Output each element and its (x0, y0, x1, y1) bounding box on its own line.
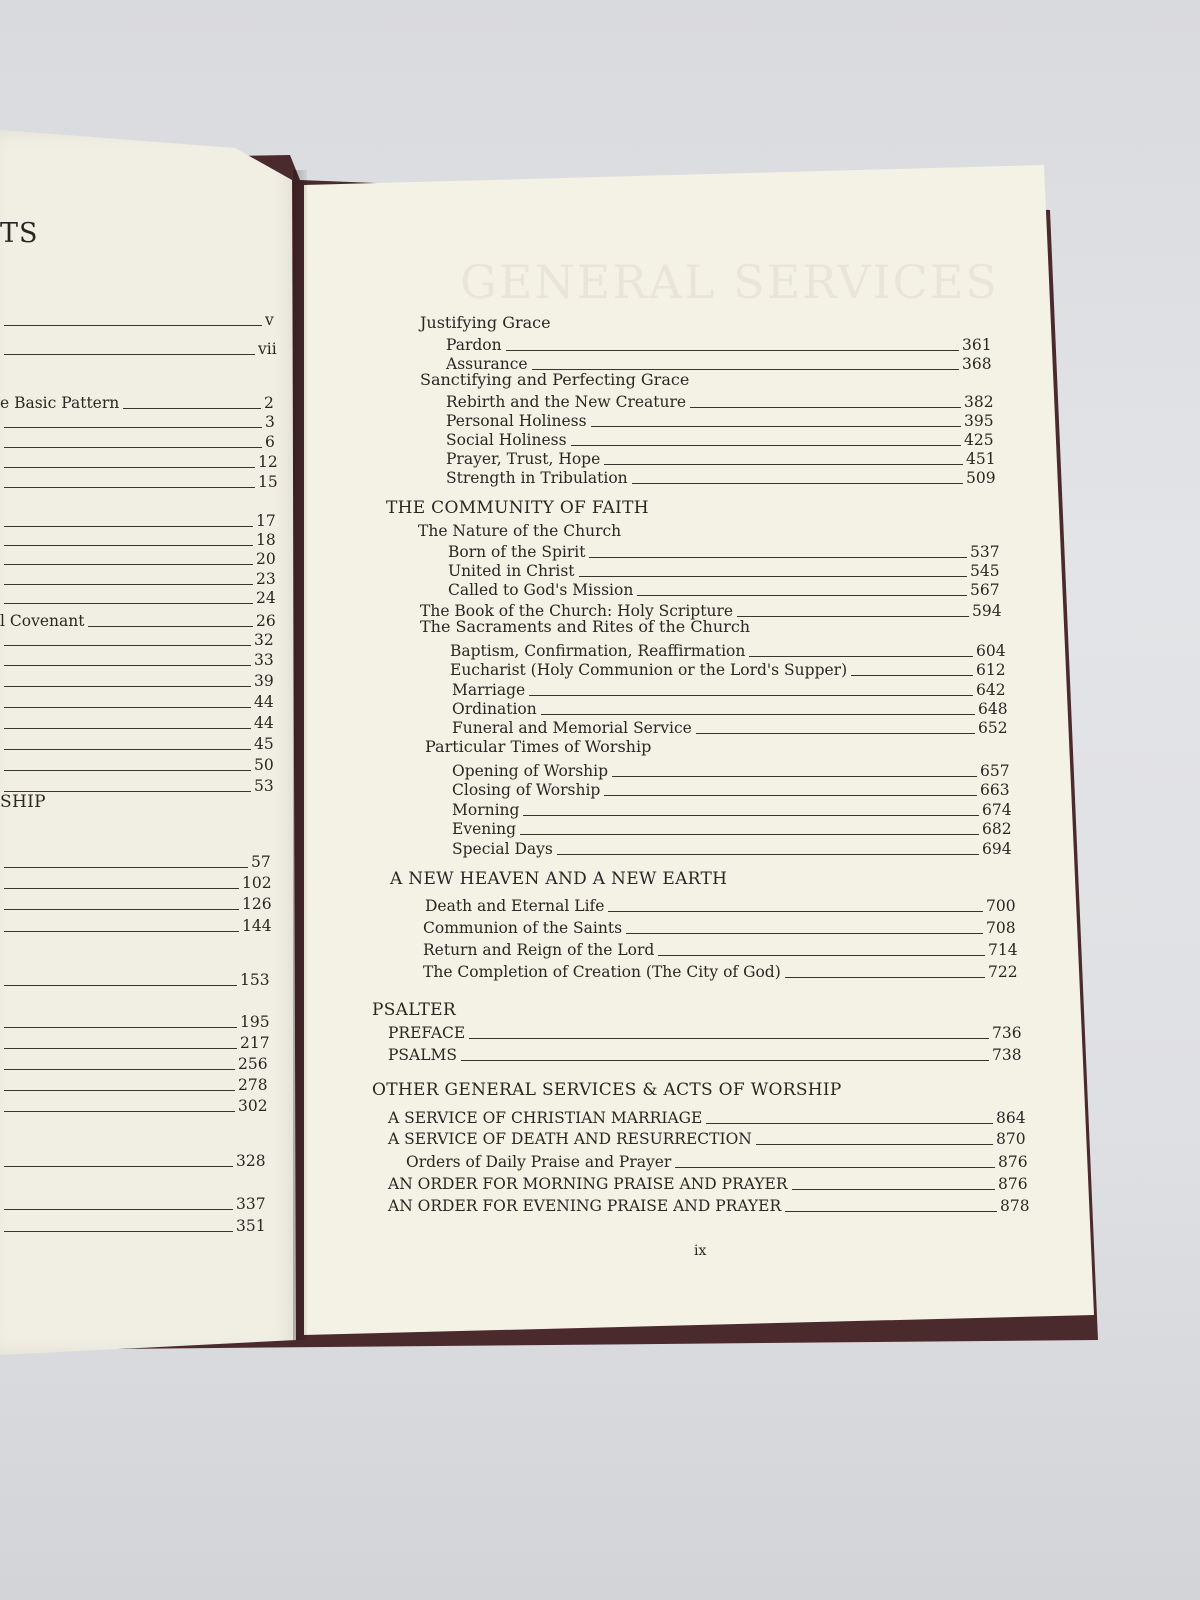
toc-entry-label: Rebirth and the New Creature (446, 393, 687, 411)
toc-entry-page: 32 (254, 631, 274, 649)
toc-entry-page: 736 (992, 1024, 1022, 1042)
toc-entry (0, 541, 1200, 561)
toc-entry (0, 600, 1200, 620)
toc-leader-line (4, 888, 239, 889)
toc-leader-line (4, 325, 262, 326)
toc-leader-line (675, 1167, 995, 1168)
toc-entry-page: 44 (254, 714, 274, 732)
toc-entry-page: 674 (982, 801, 1012, 819)
toc-entry-label: Communion of the Saints (423, 919, 623, 937)
toc-entry-page: 18 (256, 531, 276, 549)
toc-entry-page: 648 (978, 700, 1008, 718)
toc-entry-page: 708 (986, 919, 1016, 937)
toc-entry-label: PSALMS (388, 1046, 458, 1064)
toc-leader-line (637, 595, 967, 596)
toc-entry-page: 256 (238, 1055, 268, 1073)
toc-entry-page: 33 (254, 651, 274, 669)
toc-entry (0, 1128, 1200, 1148)
toc-entry-page: 722 (988, 963, 1018, 981)
toc-leader-line (706, 1123, 993, 1124)
toc-entry-label: Ordination (452, 700, 537, 718)
toc-leader-line (604, 464, 963, 465)
toc-subheading: Justifying Grace (420, 313, 551, 332)
toc-entry (0, 467, 1200, 487)
toc-entry-page: vii (258, 340, 277, 358)
toc-entry-page: 45 (254, 735, 274, 753)
toc-entry-page: 144 (242, 917, 272, 935)
toc-entry-label: Evening (452, 820, 517, 838)
toc-entry-page: 509 (966, 469, 996, 487)
toc-entry-page: 714 (988, 941, 1018, 959)
toc-entry-page: 612 (976, 661, 1006, 679)
section-heading: OTHER GENERAL SERVICES & ACTS OF WORSHIP (372, 1080, 842, 1100)
toc-entry (0, 429, 1200, 449)
toc-entry (0, 1107, 1200, 1127)
toc-leader-line (792, 1189, 995, 1190)
toc-entry (0, 309, 1200, 329)
toc-entry (0, 1195, 1200, 1215)
toc-leader-line (506, 350, 959, 351)
toc-entry-page: 20 (256, 550, 276, 568)
toc-leader-line (4, 1090, 235, 1091)
toc-entry-page: 738 (992, 1046, 1022, 1064)
toc-entry-label: Called to God's Mission (448, 581, 634, 599)
toc-entry-page: 217 (240, 1034, 270, 1052)
toc-entry-page: 3 (265, 413, 275, 431)
toc-leader-line (658, 955, 985, 956)
toc-entry-page: 368 (962, 355, 992, 373)
toc-entry-page: 53 (254, 777, 274, 795)
toc-entry-label: Opening of Worship (452, 762, 609, 780)
toc-entry-page: 682 (982, 820, 1012, 838)
toc-entry-page: 6 (265, 433, 275, 451)
toc-entry (0, 895, 1200, 915)
toc-leader-line (851, 675, 973, 676)
toc-entry-page: 39 (254, 672, 274, 690)
toc-entry (0, 760, 1200, 780)
section-heading: SHIP (0, 792, 46, 812)
toc-entry-label: Prayer, Trust, Hope (446, 450, 601, 468)
toc-entry (0, 961, 1200, 981)
toc-entry (0, 391, 1200, 411)
toc-leader-line (523, 815, 979, 816)
toc-entry-label: l Covenant (0, 612, 85, 630)
toc-entry-label: Funeral and Memorial Service (452, 719, 692, 737)
toc-leader-line (579, 576, 967, 577)
toc-entry-label: The Book of the Church: Holy Scripture (420, 602, 734, 620)
toc-leader-line (469, 1038, 989, 1039)
toc-leader-line (557, 854, 979, 855)
toc-entry-label: The Nature of the Church (418, 522, 622, 540)
toc-entry-label: Closing of Worship (452, 781, 601, 799)
toc-leader-line (632, 483, 963, 484)
toc-entry-page: 395 (964, 412, 994, 430)
section-heading: THE COMMUNITY OF FAITH (386, 498, 649, 518)
toc-entry-page: 12 (258, 453, 278, 471)
toc-entry-label: Death and Eternal Life (425, 897, 605, 915)
toc-entry (0, 818, 1200, 838)
toc-leader-line (756, 1144, 993, 1145)
toc-leader-line (785, 1211, 997, 1212)
toc-leader-line (4, 1231, 233, 1232)
toc-entry (0, 779, 1200, 799)
toc-entry-page: 870 (996, 1130, 1026, 1148)
toc-subheading: Sanctifying and Perfecting Grace (420, 370, 690, 389)
toc-entry-page: 567 (970, 581, 1000, 599)
toc-entry-label: Morning (452, 801, 520, 819)
toc-leader-line (571, 445, 961, 446)
toc-entry-page: 17 (256, 512, 276, 530)
toc-entry-page: 50 (254, 756, 274, 774)
toc-entry-page: 361 (962, 336, 992, 354)
toc-leader-line (626, 933, 983, 934)
toc-entry (0, 939, 1200, 959)
toc-entry-label: Return and Reign of the Lord (423, 941, 655, 959)
toc-entry (0, 520, 1200, 540)
toc-entry (0, 717, 1200, 737)
toc-entry (0, 1151, 1200, 1171)
toc-entry-page: 337 (236, 1195, 266, 1213)
toc-entry-page: 351 (236, 1217, 266, 1235)
toc-leader-line (4, 867, 248, 868)
toc-entry-label: Baptism, Confirmation, Reaffirmation (450, 642, 746, 660)
toc-entry-page: 545 (970, 562, 1000, 580)
toc-entry-page: 26 (256, 612, 276, 630)
toc-entry-page: 102 (242, 874, 272, 892)
toc-entry-page: 694 (982, 840, 1012, 858)
toc-entry-page: 878 (1000, 1197, 1030, 1215)
toc-entry-label: Marriage (452, 681, 526, 699)
toc-leader-line (696, 733, 975, 734)
toc-entry (0, 917, 1200, 937)
toc-leader-line (604, 795, 977, 796)
section-heading: A NEW HEAVEN AND A NEW EARTH (390, 869, 728, 889)
toc-entry (0, 579, 1200, 599)
toc-entry-page: 451 (966, 450, 996, 468)
toc-leader-line (532, 369, 959, 370)
toc-subheading: The Sacraments and Rites of the Church (420, 617, 751, 636)
toc-entry-label: Born of the Spirit (448, 543, 586, 561)
toc-entry-page: 15 (258, 473, 278, 491)
toc-entry-label: Personal Holiness (446, 412, 587, 430)
toc-leader-line (608, 911, 983, 912)
toc-entry (0, 698, 1200, 718)
page-number: ix (694, 1243, 707, 1259)
toc-entry-label: The Completion of Creation (The City of God) (423, 963, 781, 981)
toc-entry-page: 604 (976, 642, 1006, 660)
toc-entry-page: 2 (264, 394, 274, 412)
toc-entry (0, 334, 1200, 354)
left-page-title: TS (0, 218, 39, 249)
toc-entry-page: 876 (998, 1175, 1028, 1193)
toc-entry-page: 302 (238, 1097, 268, 1115)
toc-subheading: Particular Times of Worship (425, 737, 652, 756)
toc-entry-label: A SERVICE OF CHRISTIAN MARRIAGE (388, 1109, 703, 1127)
toc-leader-line (541, 714, 975, 715)
toc-entry-label: Eucharist (Holy Communion or the Lord's Supper) (450, 661, 848, 679)
toc-entry-page: 657 (980, 762, 1010, 780)
toc-entry (0, 1022, 1200, 1042)
toc-entry-page: 594 (972, 602, 1002, 620)
toc-entry-page: 328 (236, 1152, 266, 1170)
toc-entry (0, 1173, 1200, 1193)
toc-entry-label: Social Holiness (446, 431, 567, 449)
toc-entry-label: A SERVICE OF DEATH AND RESURRECTION (388, 1130, 752, 1148)
toc-entry (0, 1044, 1200, 1064)
section-heading: PSALTER (372, 1000, 456, 1020)
bleed-through-text: GENERAL SERVICES (460, 255, 999, 309)
toc-entry-page: 57 (251, 853, 271, 871)
toc-entry-label: AN ORDER FOR MORNING PRAISE AND PRAYER (388, 1175, 788, 1193)
toc-entry (0, 838, 1200, 858)
toc-entry-label: Pardon (446, 336, 502, 354)
toc-entry (0, 560, 1200, 580)
toc-leader-line (4, 749, 251, 750)
toc-entry-page: 278 (238, 1076, 268, 1094)
toc-leader-line (612, 776, 977, 777)
toc-leader-line (737, 616, 969, 617)
toc-leader-line (749, 656, 973, 657)
toc-entry-label: Special Days (452, 840, 553, 858)
toc-leader-line (88, 626, 253, 627)
toc-entry-page: v (265, 311, 274, 329)
toc-leader-line (589, 557, 967, 558)
toc-entry-label: United in Christ (448, 562, 575, 580)
toc-entry-label: Orders of Daily Praise and Prayer (406, 1153, 672, 1171)
toc-entry-label: e Basic Pattern (0, 394, 120, 412)
toc-entry-page: 652 (978, 719, 1008, 737)
toc-leader-line (591, 426, 961, 427)
toc-leader-line (785, 977, 985, 978)
toc-entry-page: 24 (256, 589, 276, 607)
toc-entry-page: 425 (964, 431, 994, 449)
toc-entry-page: 663 (980, 781, 1010, 799)
toc-entry (0, 679, 1200, 699)
toc-entry-page: 195 (240, 1013, 270, 1031)
toc-entry (0, 410, 1200, 430)
toc-entry (0, 1215, 1200, 1235)
toc-entry-label: Strength in Tribulation (446, 469, 628, 487)
toc-entry-page: 642 (976, 681, 1006, 699)
toc-entry (0, 659, 1200, 679)
toc-entry-page: 700 (986, 897, 1016, 915)
toc-leader-line (529, 695, 973, 696)
toc-leader-line (461, 1060, 989, 1061)
toc-entry-page: 153 (240, 971, 270, 989)
toc-entry-label: PREFACE (388, 1024, 466, 1042)
toc-entry (0, 799, 1200, 819)
toc-leader-line (520, 834, 979, 835)
toc-entry-page: 44 (254, 693, 274, 711)
toc-leader-line (4, 1069, 235, 1070)
toc-entry-label: AN ORDER FOR EVENING PRAISE AND PRAYER (388, 1197, 782, 1215)
toc-entry (0, 448, 1200, 468)
toc-entry (0, 353, 1200, 373)
toc-entry-page: 537 (970, 543, 1000, 561)
toc-leader-line (4, 985, 237, 986)
toc-entry-page: 382 (964, 393, 994, 411)
toc-leader-line (4, 487, 255, 488)
toc-entry-page: 876 (998, 1153, 1028, 1171)
toc-entry (0, 640, 1200, 660)
toc-entry-label: Assurance (446, 355, 528, 373)
toc-entry-page: 23 (256, 570, 276, 588)
toc-entry-page: 864 (996, 1109, 1026, 1127)
toc-entry-page: 126 (242, 895, 272, 913)
toc-leader-line (690, 407, 961, 408)
